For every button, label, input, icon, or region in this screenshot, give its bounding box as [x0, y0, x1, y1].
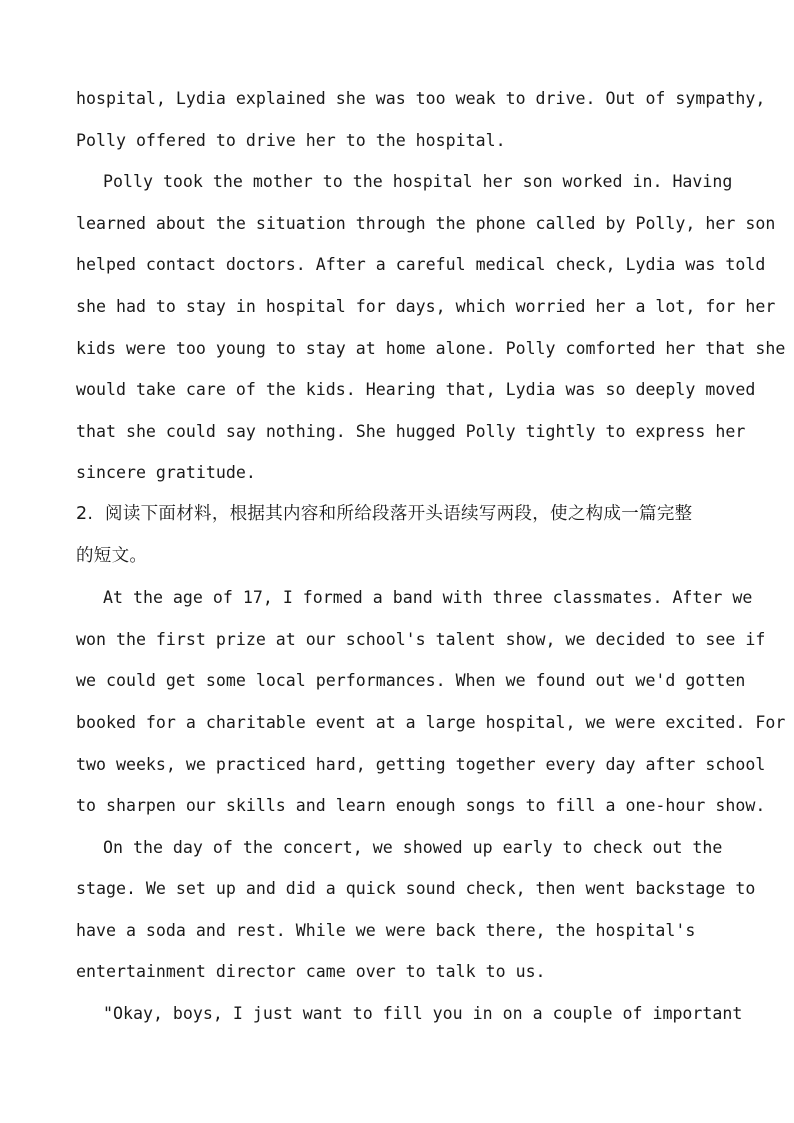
question-instruction-line: 的短文。 [76, 545, 148, 566]
text-line: would take care of the kids. Hearing that, Lydia was so deeply moved [76, 380, 756, 400]
paragraph-start-line: Polly took the mother to the hospital her son worked in. Having [103, 172, 733, 192]
text-line: stage. We set up and did a quick sound check, then went backstage to [76, 879, 756, 899]
text-line: that she could say nothing. She hugged Polly tightly to express her [76, 421, 746, 441]
text-line: have a soda and rest. While we were back there, the hospital's [76, 920, 696, 940]
paragraph-start-line: "Okay, boys, I just want to fill you in on a couple of important [103, 1004, 743, 1024]
text-line: we could get some local performances. When we found out we'd gotten [76, 671, 746, 691]
paragraph-start-line: On the day of the concert, we showed up early to check out the [103, 837, 723, 857]
text-line: Polly offered to drive her to the hospital. [76, 130, 506, 150]
document-body [76, 78, 786, 1035]
paragraph-start-line: At the age of 17, I formed a band with three classmates. After we [103, 588, 753, 608]
text-line: hospital, Lydia explained she was too weak to drive. Out of sympathy, [76, 89, 766, 108]
text-line: two weeks, we practiced hard, getting together every day after school [76, 754, 766, 774]
text-line: learned about the situation through the phone called by Polly, her son [76, 213, 776, 233]
text-line: she had to stay in hospital for days, which worried her a lot, for her [76, 296, 776, 316]
text-line: entertainment director came over to talk to us. [76, 962, 546, 982]
text-line: kids were too young to stay at home alone. Polly comforted her that she [76, 338, 786, 358]
text-line: helped contact doctors. After a careful medical check, Lydia was told [76, 255, 766, 275]
text-line: booked for a charitable event at a large hospital, we were excited. For [76, 712, 786, 732]
text-line: to sharpen our skills and learn enough songs to fill a one-hour show. [76, 796, 766, 816]
question-instruction-line: 2. 阅读下面材料，根据其内容和所给段落开头语续写两段，使之构成一篇完整 [76, 503, 693, 524]
text-line: sincere gratitude. [76, 463, 256, 483]
text-line: won the first prize at our school's talent show, we decided to see if [76, 629, 766, 649]
